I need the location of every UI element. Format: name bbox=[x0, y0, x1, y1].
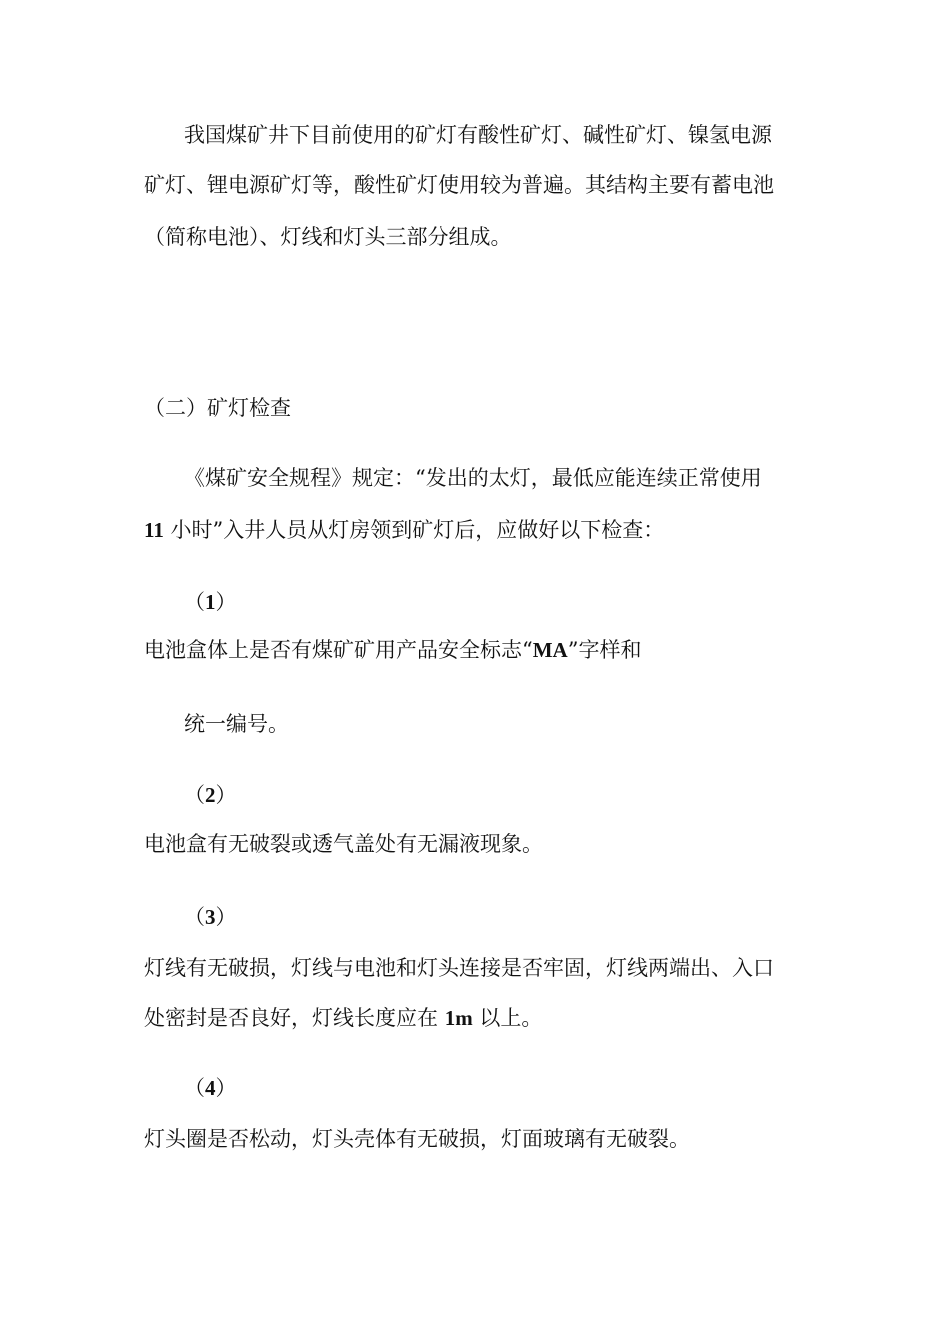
hours-number: 11 bbox=[144, 518, 164, 542]
regulation-paragraph-line-2 bbox=[144, 515, 814, 545]
regulation-paragraph-line-1: 《煤矿安全规程》规定：“发出的太灯，最低应能连续正常使用 bbox=[184, 466, 762, 490]
section-heading: （二）矿灯检查 bbox=[144, 396, 291, 420]
intro-paragraph-line-3: （简称电池）、灯线和灯头三部分组成。 bbox=[144, 225, 512, 249]
item-2-line-1: 电池盒有无破裂或透气盖处有无漏液现象。 bbox=[144, 832, 543, 856]
item-3-line-2: 处密封是否良好，灯线长度应在 1m 以上。 bbox=[144, 1006, 543, 1030]
length-value: 1m bbox=[444, 1006, 473, 1030]
intro-paragraph-line-2: 矿灯、锂电源矿灯等，酸性矿灯使用较为普遍。其结构主要有蓄电池 bbox=[144, 173, 774, 197]
intro-paragraph-line-1: 我国煤矿井下目前使用的矿灯有酸性矿灯、碱性矿灯、镍氢电源 bbox=[184, 123, 772, 147]
item-number-4: （4） bbox=[184, 1076, 237, 1100]
item-4-line-1: 灯头圈是否松动，灯头壳体有无破损，灯面玻璃有无破裂。 bbox=[144, 1127, 690, 1151]
item-number-3: （3） bbox=[184, 905, 237, 929]
item-number-2: （2） bbox=[184, 783, 237, 807]
item-3-line-1: 灯线有无破损，灯线与电池和灯头连接是否牢固，灯线两端出、入口 bbox=[144, 956, 774, 980]
item-number-1: （1） bbox=[184, 590, 237, 614]
item-1-line-1: 电池盒体上是否有煤矿矿用产品安全标志“MA”字样和 bbox=[144, 638, 642, 662]
regulation-paragraph-line-2-text: 小时”入井人员从灯房领到矿灯后，应做好以下检查： bbox=[163, 518, 665, 542]
ma-mark: MA bbox=[532, 638, 568, 662]
item-1-line-2: 统一编号。 bbox=[184, 712, 289, 736]
